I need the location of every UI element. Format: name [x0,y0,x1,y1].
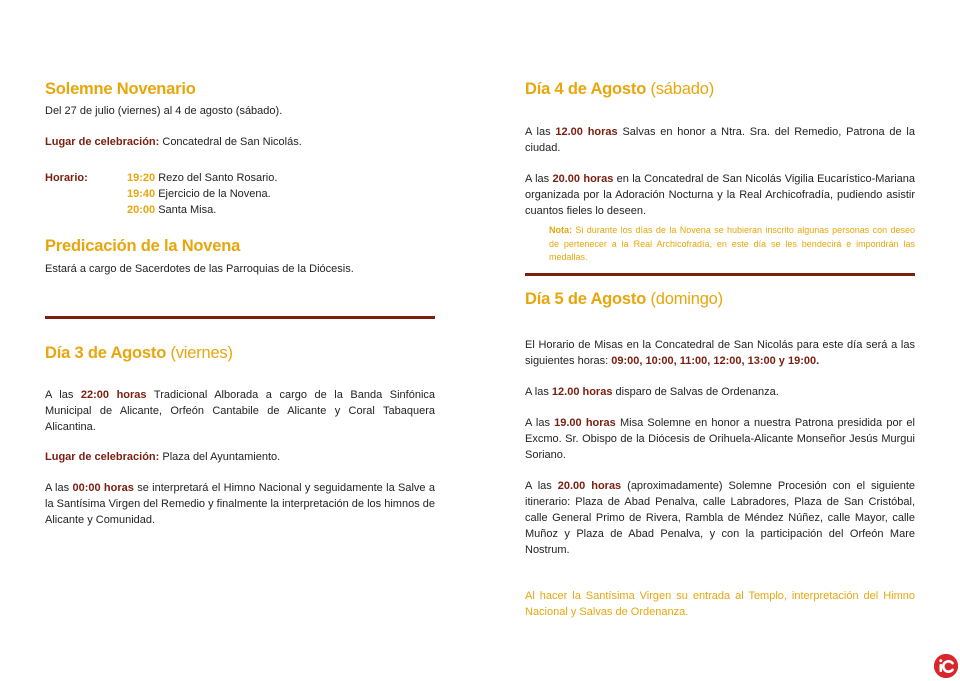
text-span: A las [525,173,553,185]
time-highlight: 20.00 horas [552,173,614,185]
text-span: (aproximadamente) Solemne Procesión con el siguiente itinerario: Plaza de Abad Penalva, calle Labradores, Plaza de San Cristóbal, calle General Primo de Rivera, Rambla de Méndez Núñez, calle Mayor, calle Muñoz y Plaza de Abad Penalva, y con la participación del Orfeón Mare Nostrum. [525,480,916,556]
lugar-value: Concatedral de San Nicolás. [159,136,302,148]
time-highlight: 12.00 horas [551,386,613,398]
predicacion-title: Predicación de la Novena [45,237,241,255]
schedule-text: Santa Misa. [155,204,217,216]
time-highlight: 20.00 horas [557,480,622,492]
novenario-section [45,80,435,150]
dia3-section [45,344,435,528]
dia3-himno [45,480,435,528]
schedule-item [127,170,277,186]
dia5-title [525,290,915,309]
horario-label: Horario: [45,172,88,184]
dia3-title [45,344,435,363]
text-span: en la Concatedral de San Nicolás Vigilia Eucarístico-Mariana organizada por la Adoración Nocturna y la Real Archicofradía, pudiendo asistir cuantos fieles lo deseen. [525,173,915,217]
dia5-section [525,290,915,620]
section-divider [45,316,435,319]
dia5-misa-solemne [525,415,915,463]
text-span: A las [45,482,73,494]
dia4-salvas [525,124,915,156]
dia4-section [525,80,915,265]
dia5-closing: Al hacer la Santísima Virgen su entrada al Templo, interpretación del Himno Nacional y Salvas de Ordenanza. [525,590,915,618]
dia3-title-text: Día 3 de Agosto [45,344,167,362]
dia4-weekday: (sábado) [646,80,714,98]
note-text: Si durante los días de la Novena se hubieran inscrito algunas personas con deseo de pertenecer a la Real Archicofradía, en este día se les bendecirá e impondrán las medallas. [549,225,915,262]
dia5-misas [525,337,915,369]
text-span: Tradicional Alborada a cargo de la Banda Sinfónica Municipal de Alicante, Orfeón Cantabile de Alicante y Coral Tabaquera Alicantina. [45,389,435,433]
predicacion-text: Estará a cargo de Sacerdotes de las Parroquias de la Diócesis. [45,263,354,275]
brand-logo-glyph [934,654,958,678]
predicacion-section [45,237,435,277]
dia5-salvas [525,384,915,400]
text-span: A las [525,126,556,138]
dia4-title [525,80,915,99]
text-span: disparo de Salvas de Ordenanza. [612,386,779,398]
text-span: A las [525,480,558,492]
schedule-text: Rezo del Santo Rosario. [155,172,278,184]
text-span: Salvas en honor a Ntra. Sra. del Remedio, Patrona de la ciudad. [525,126,915,154]
dia3-weekday: (viernes) [166,344,233,362]
schedule-time: 20:00 [127,204,156,216]
novenario-lugar [45,134,435,150]
dia5-procesion [525,478,915,558]
text-span: se interpretará el Himno Nacional y seguidamente la Salve a la Santísima Virgen del Remedio y finalmente la interpretación de los himnos de Alicante y Comunidad. [45,482,435,526]
lugar-label: Lugar de celebración: [45,136,160,148]
time-highlight: 12.00 horas [555,126,618,138]
brand-logo-icon [934,654,958,678]
text-span: Misa Solemne en honor a nuestra Patrona presidida por el Excmo. Sr. Obispo de la Diócesis de Orihuela-Alicante Monseñor Jesús Murgui Soriano. [525,417,915,461]
schedule-item [127,186,271,202]
lugar-value: Plaza del Ayuntamiento. [159,451,281,463]
dia5-title-text: Día 5 de Agosto [525,290,647,308]
text-span: A las [525,417,555,429]
dia4-title-text: Día 4 de Agosto [525,80,647,98]
text-span: A las [45,389,81,401]
dia5-weekday: (domingo) [646,290,723,308]
schedule-text: Ejercicio de la Novena. [155,188,271,200]
text-span: A las [525,386,552,398]
lugar-label: Lugar de celebración: [45,451,160,463]
dia4-note [549,224,915,265]
hours-highlight: 09:00, 10:00, 11:00, 12:00, 13:00 y 19:00. [611,355,820,367]
note-label: Nota: [549,225,572,235]
dia4-vigilia [525,171,915,219]
time-highlight: 19.00 horas [554,417,616,429]
novenario-title: Solemne Novenario [45,80,196,98]
time-highlight: 00:00 horas [72,482,134,494]
schedule-time: 19:40 [127,188,156,200]
schedule-item [127,202,216,218]
dia3-alborada [45,387,435,435]
text-span: El Horario de Misas en la Concatedral de San Nicolás para este día será a las siguientes horas: [525,339,915,367]
time-highlight: 22:00 horas [80,389,147,401]
schedule-time: 19:20 [127,172,156,184]
section-divider [525,273,915,276]
dia3-lugar [45,449,435,465]
novenario-dates: Del 27 de julio (viernes) al 4 de agosto (sábado). [45,105,283,117]
